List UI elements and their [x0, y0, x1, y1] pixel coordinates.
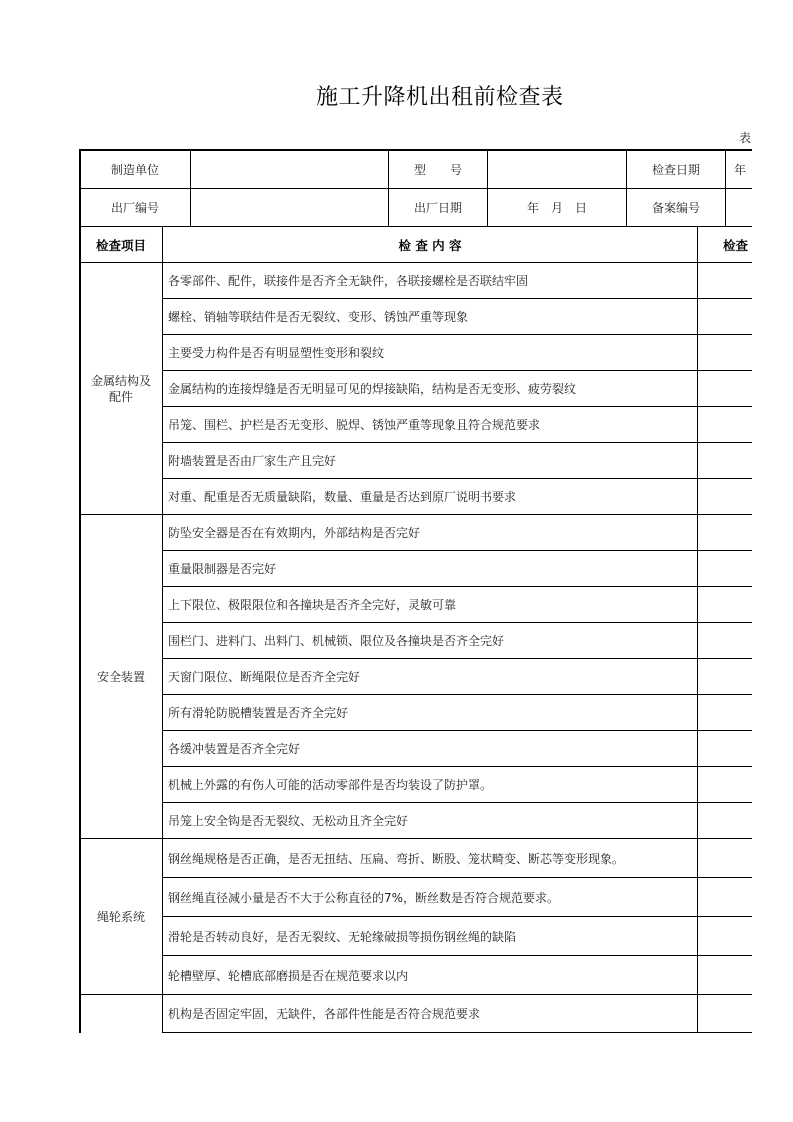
section-label-mechanism: [80, 995, 162, 1032]
divider: [162, 802, 752, 803]
section-label-rope-pulley-system: 绳轮系统: [96, 910, 145, 924]
divider: [162, 370, 752, 371]
inspection-date-field[interactable]: 年: [734, 163, 747, 177]
model-label: 型 号: [413, 163, 462, 177]
divider: [162, 1032, 752, 1033]
divider: [80, 188, 752, 189]
section-label-line2: 配件: [108, 389, 133, 404]
divider: [80, 262, 752, 263]
divider: [162, 226, 163, 1033]
divider: [190, 150, 191, 226]
divider: [80, 838, 752, 839]
check-item: 钢丝绳直径减小量是否不大于公称直径的7%，断丝数是否符合规范要求。: [168, 890, 560, 905]
divider: [162, 955, 752, 956]
model-field[interactable]: [488, 151, 626, 188]
check-item: 各零部件、配件，联接件是否齐全无缺件，各联接螺栓是否联结牢固: [168, 274, 529, 288]
serial-number-field[interactable]: [191, 189, 388, 226]
document-title: 施工升降机出租前检查表: [316, 85, 564, 110]
registration-number-field[interactable]: [726, 189, 752, 226]
check-item: 吊笼上安全钩是否无裂纹、无松动且齐全完好: [168, 814, 409, 828]
divider: [80, 226, 752, 227]
divider: [626, 150, 627, 226]
divider: [162, 877, 752, 878]
divider: [725, 150, 726, 226]
check-item: 机械上外露的有伤人可能的活动零部件是否均装设了防护罩。: [168, 778, 493, 792]
check-item: 各缓冲装置是否齐全完好: [168, 742, 301, 756]
header-inspection-item: 检查项目: [95, 237, 146, 253]
manufacture-date-label: 出厂日期: [413, 201, 462, 215]
divider: [162, 916, 752, 917]
divider: [487, 150, 488, 226]
check-item: 附墙装置是否由厂家生产且完好: [168, 454, 337, 468]
table-border-left: [79, 149, 81, 1033]
divider: [162, 334, 752, 335]
form-code-label: 表: [739, 131, 752, 145]
divider: [162, 550, 752, 551]
check-item: 重量限制器是否完好: [168, 562, 277, 576]
serial-number-label: 出厂编号: [110, 201, 159, 215]
divider: [697, 226, 698, 1033]
divider: [162, 694, 752, 695]
divider: [80, 514, 752, 515]
divider: [162, 478, 752, 479]
header-inspection-content: 检 查 内 容: [398, 237, 462, 253]
check-item: 天窗门限位、断绳限位是否齐全完好: [168, 670, 361, 684]
divider: [162, 586, 752, 587]
inspection-date-label: 检查日期: [651, 163, 700, 177]
divider: [162, 406, 752, 407]
check-item: 上下限位、极限限位和各撞块是否齐全完好，灵敏可靠: [168, 598, 457, 612]
divider: [162, 766, 752, 767]
check-item: 金属结构的连接焊缝是否无明显可见的焊接缺陷，结构是否无变形、疲劳裂纹: [168, 382, 577, 396]
check-item: 轮槽壁厚、轮槽底部磨损是否在规范要求以内: [168, 968, 409, 983]
divider: [162, 658, 752, 659]
divider: [388, 150, 389, 226]
divider: [162, 622, 752, 623]
manufacturer-label: 制造单位: [110, 163, 159, 177]
check-item: 吊笼、围栏、护栏是否无变形、脱焊、锈蚀严重等现象且符合规范要求: [168, 418, 541, 432]
manufacture-date-field[interactable]: 年 月 日: [526, 201, 587, 215]
section-label-line1: 金属结构及: [90, 373, 151, 388]
manufacturer-field[interactable]: [191, 151, 388, 188]
registration-number-label: 备案编号: [651, 201, 700, 215]
check-item: 螺栓、销轴等联结件是否无裂纹、变形、锈蚀严重等现象: [168, 310, 469, 324]
check-item: 钢丝绳规格是否正确，是否无扭结、压扁、弯折、断股、笼状畸变、断芯等变形现象。: [168, 851, 625, 866]
divider: [162, 442, 752, 443]
check-item: 围栏门、进料门、出料门、机械锁、限位及各撞块是否齐全完好: [168, 634, 505, 648]
divider: [80, 994, 752, 995]
divider: [162, 298, 752, 299]
check-item: 防坠安全器是否在有效期内，外部结构是否完好: [168, 526, 421, 540]
check-item: 主要受力构件是否有明显塑性变形和裂纹: [168, 346, 385, 360]
check-item: 所有滑轮防脱槽装置是否齐全完好: [168, 706, 349, 720]
divider: [162, 730, 752, 731]
check-item: 对重、配重是否无质量缺陷，数量、重量是否达到原厂说明书要求: [168, 490, 517, 504]
check-item: 滑轮是否转动良好，是否无裂纹、无轮缘破损等损伤钢丝绳的缺陷: [168, 929, 517, 944]
header-inspection-result: 检查: [723, 237, 749, 253]
result-cell[interactable]: [698, 263, 752, 298]
check-item: 机构是否固定牢固，无缺件，各部件性能是否符合规范要求: [168, 1007, 481, 1021]
table-border-top: [79, 149, 752, 151]
section-label-metal-structure: [80, 263, 162, 514]
section-label-safety-devices: 安全装置: [96, 670, 145, 684]
